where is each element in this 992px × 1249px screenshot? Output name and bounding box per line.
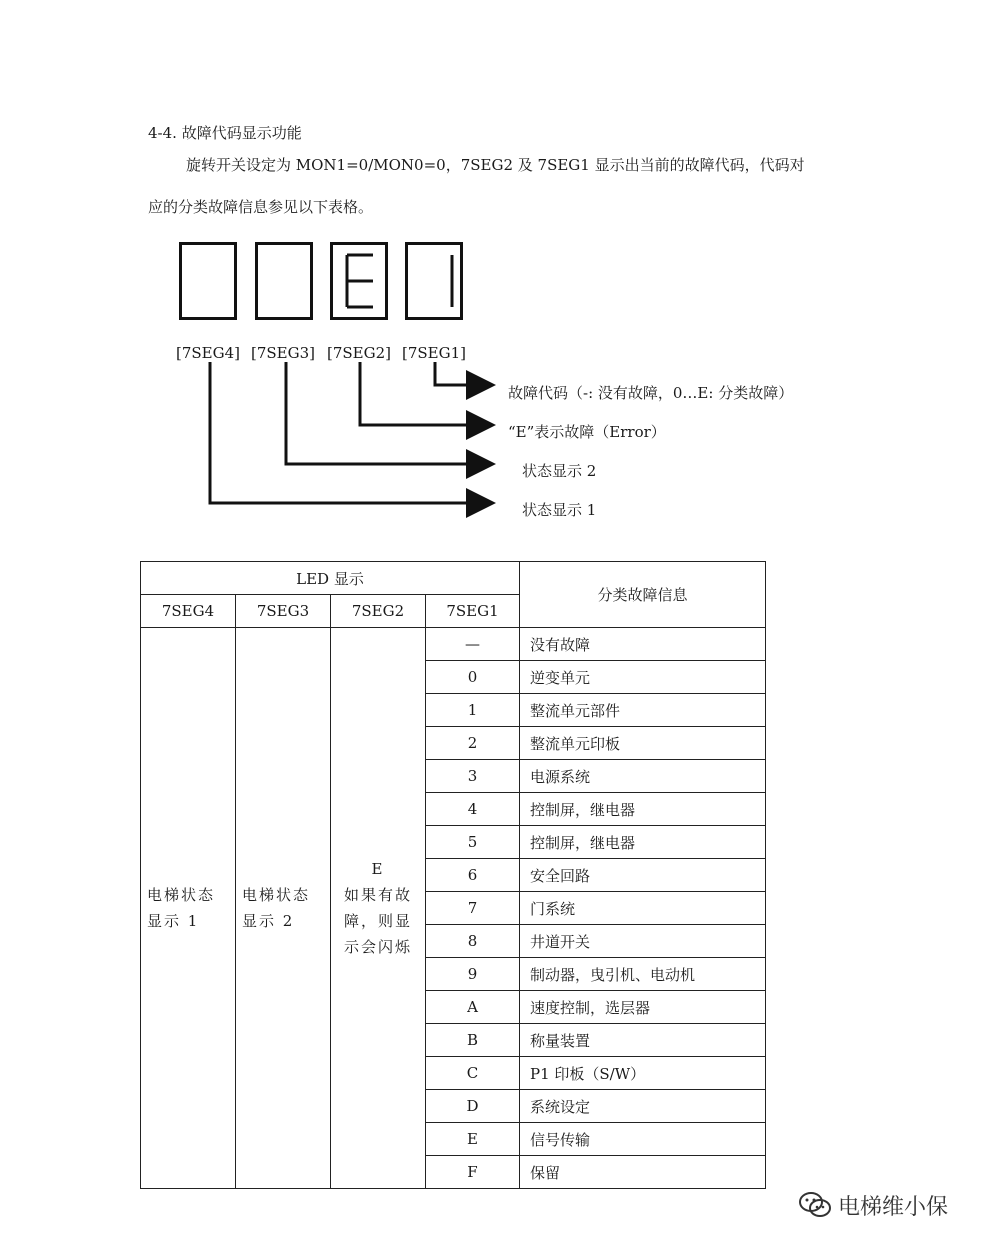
paragraph-line-2: 应的分类故障信息参见以下表格。 xyxy=(148,198,374,216)
header-7seg1: 7SEG1 xyxy=(426,595,520,628)
fault-info-cell: 门系统 xyxy=(520,892,766,925)
fault-code-cell: E xyxy=(426,1123,520,1156)
fault-code-cell: 4 xyxy=(426,793,520,826)
fault-info-cell: 整流单元部件 xyxy=(520,694,766,727)
annotation-status-1: 状态显示 1 xyxy=(522,501,597,519)
annotation-fault-code: 故障代码（-: 没有故障，0…E: 分类故障） xyxy=(508,384,794,402)
connector-diagram xyxy=(0,0,992,540)
wechat-icon xyxy=(798,1191,832,1225)
connector-seg1 xyxy=(435,362,493,385)
header-7seg3: 7SEG3 xyxy=(236,595,331,628)
seg3-label: [7SEG3] xyxy=(251,344,315,362)
fault-info-cell: 电源系统 xyxy=(520,760,766,793)
fault-info-cell: 制动器，曳引机、电动机 xyxy=(520,958,766,991)
info-header: 分类故障信息 xyxy=(520,562,766,628)
fault-info-cell: 整流单元印板 xyxy=(520,727,766,760)
fault-info-cell: 控制屏，继电器 xyxy=(520,793,766,826)
fault-code-cell: 6 xyxy=(426,859,520,892)
seg2-status-cell-line: 如果有故 xyxy=(343,886,412,904)
fault-info-cell: 安全回路 xyxy=(520,859,766,892)
fault-code-cell: 1 xyxy=(426,694,520,727)
seg2-status-cell-line: E xyxy=(371,860,385,878)
watermark xyxy=(798,1190,948,1225)
fault-info-cell: 系统设定 xyxy=(520,1090,766,1123)
fault-code-cell: C xyxy=(426,1057,520,1090)
seg3-status-cell xyxy=(236,628,331,1189)
table-row xyxy=(141,628,766,661)
seg2-status-cell-line: 障，则显 xyxy=(343,912,412,930)
seg4-status-cell xyxy=(141,628,236,1189)
seg3-status-cell-line: 显示 2 xyxy=(242,912,295,930)
seg4-status-cell-line: 显示 1 xyxy=(147,912,200,930)
paragraph-line-1: 旋转开关设定为 MON1=0/MON0=0，7SEG2 及 7SEG1 显示出当前的故障代码，代码对 xyxy=(186,156,805,174)
section-heading: 4-4. 故障代码显示功能 xyxy=(148,124,302,142)
fault-info-cell: 逆变单元 xyxy=(520,661,766,694)
connector-seg2 xyxy=(360,362,493,425)
fault-code-cell: 5 xyxy=(426,826,520,859)
fault-code-cell: F xyxy=(426,1156,520,1189)
seg2-status-cell-line: 示会闪烁 xyxy=(343,938,412,956)
fault-info-cell: 速度控制，选层器 xyxy=(520,991,766,1024)
annotation-status-2: 状态显示 2 xyxy=(522,462,597,480)
fault-info-cell: 井道开关 xyxy=(520,925,766,958)
fault-code-cell: 7 xyxy=(426,892,520,925)
led-header: LED 显示 xyxy=(141,562,520,595)
fault-info-cell: 称量装置 xyxy=(520,1024,766,1057)
header-7seg2: 7SEG2 xyxy=(331,595,426,628)
seg1-label: [7SEG1] xyxy=(402,344,466,362)
seg2-label: [7SEG2] xyxy=(327,344,391,362)
seg2-status-cell xyxy=(331,628,426,1189)
fault-code-cell: 8 xyxy=(426,925,520,958)
fault-code-cell: A xyxy=(426,991,520,1024)
fault-code-cell: D xyxy=(426,1090,520,1123)
annotation-error: “E”表示故障（Error） xyxy=(508,423,666,441)
fault-info-cell: P1 印板（S/W） xyxy=(520,1057,766,1090)
seg4-status-cell-line: 电梯状态 xyxy=(147,886,216,904)
fault-code-cell: 2 xyxy=(426,727,520,760)
fault-code-cell: 9 xyxy=(426,958,520,991)
fault-code-cell: — xyxy=(426,628,520,661)
fault-code-cell: B xyxy=(426,1024,520,1057)
connector-seg4 xyxy=(210,362,493,503)
fault-code-cell: 0 xyxy=(426,661,520,694)
fault-info-cell: 保留 xyxy=(520,1156,766,1189)
seg3-status-cell-line: 电梯状态 xyxy=(242,886,311,904)
header-7seg4: 7SEG4 xyxy=(141,595,236,628)
fault-info-cell: 没有故障 xyxy=(520,628,766,661)
fault-info-cell: 控制屏，继电器 xyxy=(520,826,766,859)
fault-info-cell: 信号传输 xyxy=(520,1123,766,1156)
fault-code-cell: 3 xyxy=(426,760,520,793)
connector-seg3 xyxy=(286,362,493,464)
seg4-label: [7SEG4] xyxy=(176,344,240,362)
watermark-text: 电梯维小保 xyxy=(838,1195,949,1220)
fault-code-table xyxy=(140,561,766,1189)
